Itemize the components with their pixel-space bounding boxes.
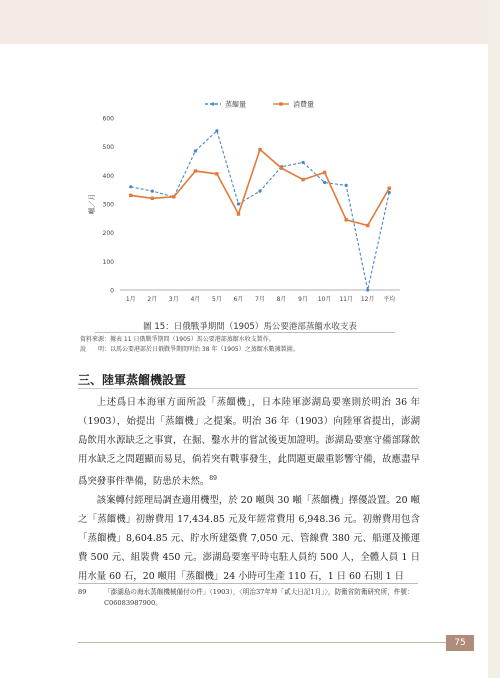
data-point xyxy=(323,181,326,184)
x-tick-label: 9月 xyxy=(298,296,308,303)
paragraph-text: 該案轉付經理局調查適用機型，於 20 噸與 30 噸「蒸餾機」擇優設置。20 噸之「蒸餾機」初辦費用 17,434.85 元及年經常費用 6,948.36 元。初辦費用包含「蒸餾機」8,604.85 元、貯水所建築費 7,050 元、管線費 380 元、船運及搬運費 500 元、組裝費 450 元。澎湖島要塞平時屯駐人員約 500 人，全體人員 1 日用水量 60 石，20 噸用「蒸餾機」24 小時可生產 110 石，1 日 60 石則 1 日 xyxy=(78,495,420,583)
x-tick-label: 平均 xyxy=(383,296,396,303)
margin-strip xyxy=(488,0,500,678)
data-point xyxy=(345,184,348,187)
x-tick-label: 7月 xyxy=(255,296,265,303)
x-tick-label: 8月 xyxy=(276,296,287,303)
data-point xyxy=(301,161,304,164)
data-point xyxy=(215,172,218,175)
paragraph xyxy=(78,491,420,586)
footnote-divider xyxy=(78,583,418,584)
data-point xyxy=(366,288,369,291)
line-chart xyxy=(80,92,410,312)
y-tick-label: 0 xyxy=(110,287,114,295)
y-tick-label: 300 xyxy=(102,201,114,209)
data-point xyxy=(366,224,369,227)
data-point xyxy=(323,171,326,174)
footer-line xyxy=(78,642,446,643)
x-tick-label: 1月 xyxy=(125,296,136,303)
footnote-number: 89 xyxy=(78,588,87,596)
section-title: 三、陸軍蒸餾機設置 xyxy=(78,373,187,387)
y-tick-label: 100 xyxy=(102,258,114,266)
series-line xyxy=(131,150,389,226)
data-point xyxy=(344,218,347,221)
header-band xyxy=(0,0,500,44)
legend-marker xyxy=(211,102,214,105)
footnote xyxy=(78,587,423,609)
y-axis-label: 噸／月 xyxy=(88,193,96,215)
x-tick-label: 11月 xyxy=(339,296,353,303)
page-number: 75 xyxy=(454,638,466,648)
x-tick-label: 10月 xyxy=(317,296,332,303)
section-divider xyxy=(78,388,418,389)
note-explanation: 說 明：以馬公要港部於日俄戰爭期間明治 38 年（1905）之蒸餾水數據製圖。 xyxy=(80,346,299,353)
x-tick-label: 5月 xyxy=(212,296,222,303)
data-point xyxy=(194,169,197,172)
data-point xyxy=(194,149,197,152)
data-point xyxy=(129,185,132,188)
x-tick-label: 12月 xyxy=(360,296,375,303)
figure-notes xyxy=(80,335,410,355)
x-tick-label: 2月 xyxy=(147,296,158,303)
legend-label: 消費量 xyxy=(293,100,314,109)
data-point xyxy=(172,195,175,198)
data-point xyxy=(301,178,304,181)
paragraph xyxy=(78,393,420,491)
y-tick-label: 600 xyxy=(102,115,114,123)
chart-svg xyxy=(80,92,410,312)
data-point xyxy=(258,190,261,193)
x-tick-label: 3月 xyxy=(168,296,179,303)
x-tick-label: 4月 xyxy=(190,296,201,303)
data-point xyxy=(388,187,391,190)
x-tick-label: 6月 xyxy=(233,296,244,303)
legend-marker xyxy=(279,102,282,105)
figure-caption: 圖 15：日俄戰爭期間（1905）馬公要港部蒸餾水收支表 xyxy=(143,322,357,332)
data-point xyxy=(258,148,261,151)
y-tick-label: 500 xyxy=(102,144,114,152)
legend-label: 蒸餾量 xyxy=(225,100,246,109)
data-point xyxy=(237,212,240,215)
paragraph-text: 上述爲日本海軍方面所設「蒸餾機」，日本陸軍澎湖島要塞則於明治 36 年（1903），始提出「蒸餾機」之提案。明治 36 年（1903）向陸軍省提出，澎湖島飲用水源缺乏之事實，在掘、鑿水井的嘗試後更加證明。澎湖島要塞守備部隊飲用水缺乏之問題顯而易見，倘若突有戰事發生，此問題更嚴重影響守備，故應盡早爲突發事件準備，防患於未然。 xyxy=(78,397,420,488)
data-point xyxy=(215,129,218,132)
series-line xyxy=(131,131,389,290)
data-point xyxy=(237,202,240,205)
body-text xyxy=(78,393,420,586)
data-point xyxy=(280,166,283,169)
footnote-ref[interactable]: 89 xyxy=(209,475,217,482)
note-source: 資料來源：據表 11 日俄戰爭期間（1905）馬公要港部蒸餾水收支製作。 xyxy=(80,336,275,343)
y-tick-label: 400 xyxy=(102,172,114,180)
caption-divider xyxy=(95,332,395,333)
y-tick-label: 200 xyxy=(102,230,114,238)
data-point xyxy=(151,197,154,200)
data-point xyxy=(151,190,154,193)
data-point xyxy=(129,194,132,197)
footnote-text: 「澎湖島の海水蒸餾機械備付の件」（1903），〈明治37年坤「貳大日記1月」〉，防衛省防衛研究所，件號：C06083987900。 xyxy=(104,588,414,607)
